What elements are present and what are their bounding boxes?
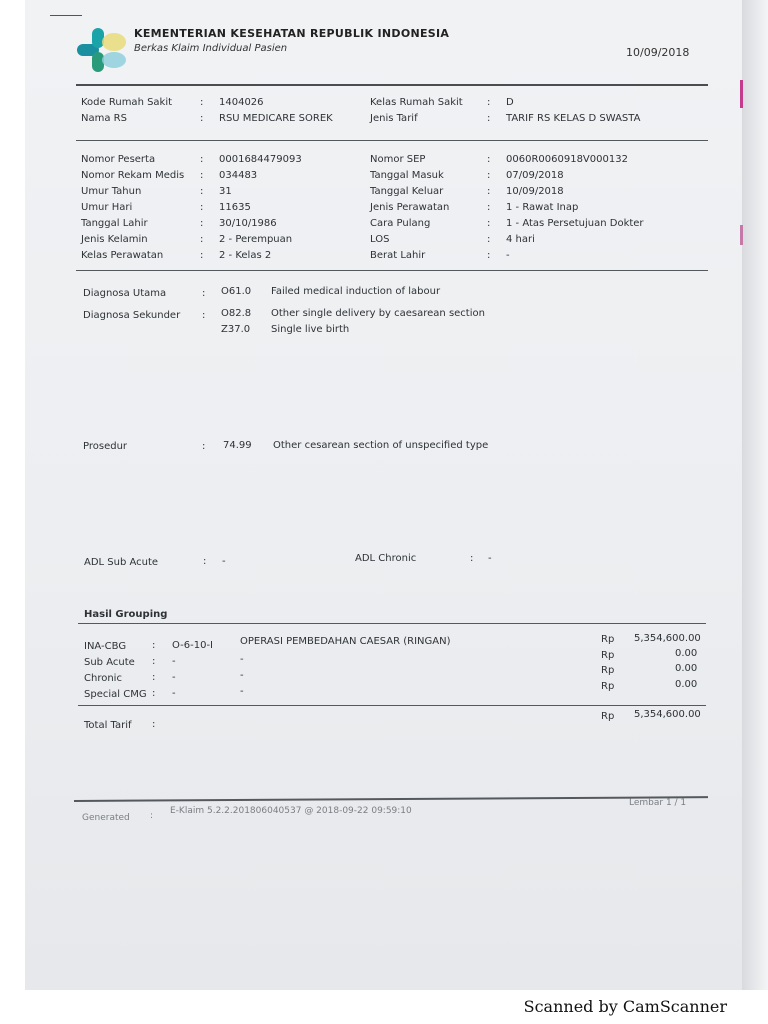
field-label: Jenis Perawatan	[370, 202, 450, 213]
field-label: Tanggal Masuk	[370, 170, 444, 181]
field-label: Nomor Rekam Medis	[81, 170, 185, 181]
diagnosis-desc: Single live birth	[271, 324, 350, 335]
document-page	[25, 0, 743, 990]
ministry-title: KEMENTERIAN KESEHATAN REPUBLIK INDONESIA	[134, 27, 450, 40]
currency: Rp	[601, 711, 615, 722]
colon: :	[200, 218, 204, 229]
colon: :	[152, 640, 156, 651]
total-amount: 5,354,600.00	[634, 709, 701, 720]
divider	[78, 705, 706, 706]
field-value: -	[506, 250, 510, 261]
page-edge	[742, 0, 768, 990]
colon: :	[152, 719, 156, 730]
field-value: 10/09/2018	[506, 186, 564, 197]
colon: :	[200, 234, 204, 245]
corner-mark	[50, 15, 82, 16]
field-label: Jenis Kelamin	[81, 234, 148, 245]
colon: :	[200, 97, 204, 108]
field-value: RSU MEDICARE SOREK	[219, 113, 333, 124]
field-label: LOS	[370, 234, 390, 245]
document-subtitle: Berkas Klaim Individual Pasien	[134, 43, 288, 54]
field-value: 034483	[219, 170, 258, 181]
field-label: Kelas Rumah Sakit	[370, 97, 463, 108]
divider	[76, 84, 708, 86]
amount: 0.00	[675, 679, 698, 690]
colon: :	[487, 186, 491, 197]
field-value: 1 - Rawat Inap	[506, 202, 579, 213]
group-desc: -	[240, 670, 244, 681]
field-label: ADL Sub Acute	[84, 557, 159, 568]
diagnosis-code: O82.8	[221, 308, 252, 319]
field-value: D	[506, 97, 514, 108]
edge-mark	[740, 225, 743, 245]
field-value: 1404026	[219, 97, 264, 108]
field-label: Nama RS	[81, 113, 127, 124]
field-value: 2 - Perempuan	[219, 234, 293, 245]
field-label: Chronic	[84, 673, 122, 684]
generated-label: Generated	[82, 813, 130, 823]
currency: Rp	[601, 665, 615, 676]
colon: :	[152, 688, 156, 699]
colon: :	[200, 186, 204, 197]
group-desc: -	[240, 654, 244, 665]
colon: :	[200, 202, 204, 213]
section-title: Hasil Grouping	[84, 609, 168, 620]
colon: :	[200, 250, 204, 261]
group-desc: OPERASI PEMBEDAHAN CAESAR (RINGAN)	[240, 636, 451, 647]
diagnosis-code: Z37.0	[221, 324, 251, 335]
colon: :	[150, 811, 154, 821]
colon: :	[203, 556, 207, 567]
amount: 0.00	[675, 648, 698, 659]
field-value: 30/10/1986	[219, 218, 277, 229]
field-label: Kelas Perawatan	[81, 250, 164, 261]
colon: :	[200, 154, 204, 165]
scanner-watermark: Scanned by CamScanner	[523, 997, 727, 1016]
field-label: Prosedur	[83, 441, 128, 452]
field-label: Cara Pulang	[370, 218, 431, 229]
field-label: ADL Chronic	[355, 553, 417, 564]
colon: :	[487, 97, 491, 108]
field-value: 31	[219, 186, 232, 197]
group-code: -	[172, 672, 176, 683]
field-value: -	[488, 553, 492, 564]
amount: 0.00	[675, 663, 698, 674]
currency: Rp	[601, 634, 615, 645]
colon: :	[487, 202, 491, 213]
generated-value: E-Klaim 5.2.2.201806040537 @ 2018-09-22 09:59:10	[170, 806, 412, 816]
field-label: Umur Tahun	[81, 186, 142, 197]
colon: :	[487, 154, 491, 165]
field-label: Tanggal Keluar	[370, 186, 444, 197]
colon: :	[152, 656, 156, 667]
field-label: Umur Hari	[81, 202, 133, 213]
colon: :	[200, 170, 204, 181]
colon: :	[200, 113, 204, 124]
colon: :	[487, 113, 491, 124]
diagnosis-desc: Failed medical induction of labour	[271, 286, 441, 297]
field-value: 07/09/2018	[506, 170, 564, 181]
colon: :	[487, 250, 491, 261]
colon: :	[202, 310, 206, 321]
field-value: TARIF RS KELAS D SWASTA	[506, 113, 641, 124]
group-code: -	[172, 688, 176, 699]
divider	[78, 623, 706, 624]
field-value: -	[222, 556, 226, 567]
group-code: O-6-10-I	[172, 640, 214, 651]
document-date: 10/09/2018	[626, 46, 690, 59]
edge-mark	[740, 80, 743, 108]
field-value: 4 hari	[506, 234, 535, 245]
field-label: Diagnosa Utama	[83, 288, 167, 299]
divider	[76, 270, 708, 271]
field-label: Special CMG	[84, 689, 147, 700]
field-value: 0001684479093	[219, 154, 302, 165]
field-label: Nomor SEP	[370, 154, 426, 165]
diagnosis-code: O61.0	[221, 286, 252, 297]
field-label: Jenis Tarif	[370, 113, 418, 124]
field-value: 11635	[219, 202, 251, 213]
field-value: 2 - Kelas 2	[219, 250, 272, 261]
page-number: Lembar 1 / 1	[629, 798, 687, 808]
colon: :	[470, 553, 474, 564]
amount: 5,354,600.00	[634, 633, 701, 644]
group-desc: -	[240, 686, 244, 697]
group-code: -	[172, 656, 176, 667]
currency: Rp	[601, 650, 615, 661]
colon: :	[487, 234, 491, 245]
colon: :	[202, 441, 206, 452]
field-label: INA-CBG	[84, 641, 127, 652]
ministry-logo-icon	[74, 24, 130, 76]
colon: :	[487, 170, 491, 181]
procedure-code: 74.99	[223, 440, 252, 451]
field-label: Berat Lahir	[370, 250, 426, 261]
total-label: Total Tarif	[84, 720, 132, 731]
procedure-desc: Other cesarean section of unspecified type	[273, 440, 489, 451]
colon: :	[487, 218, 491, 229]
field-label: Nomor Peserta	[81, 154, 156, 165]
divider	[76, 140, 708, 141]
field-value: 1 - Atas Persetujuan Dokter	[506, 218, 644, 229]
field-label: Diagnosa Sekunder	[83, 310, 181, 321]
field-label: Kode Rumah Sakit	[81, 97, 173, 108]
colon: :	[152, 672, 156, 683]
colon: :	[202, 288, 206, 299]
field-value: 0060R0060918V000132	[506, 154, 628, 165]
currency: Rp	[601, 681, 615, 692]
field-label: Sub Acute	[84, 657, 135, 668]
field-label: Tanggal Lahir	[81, 218, 148, 229]
diagnosis-desc: Other single delivery by caesarean section	[271, 308, 485, 319]
